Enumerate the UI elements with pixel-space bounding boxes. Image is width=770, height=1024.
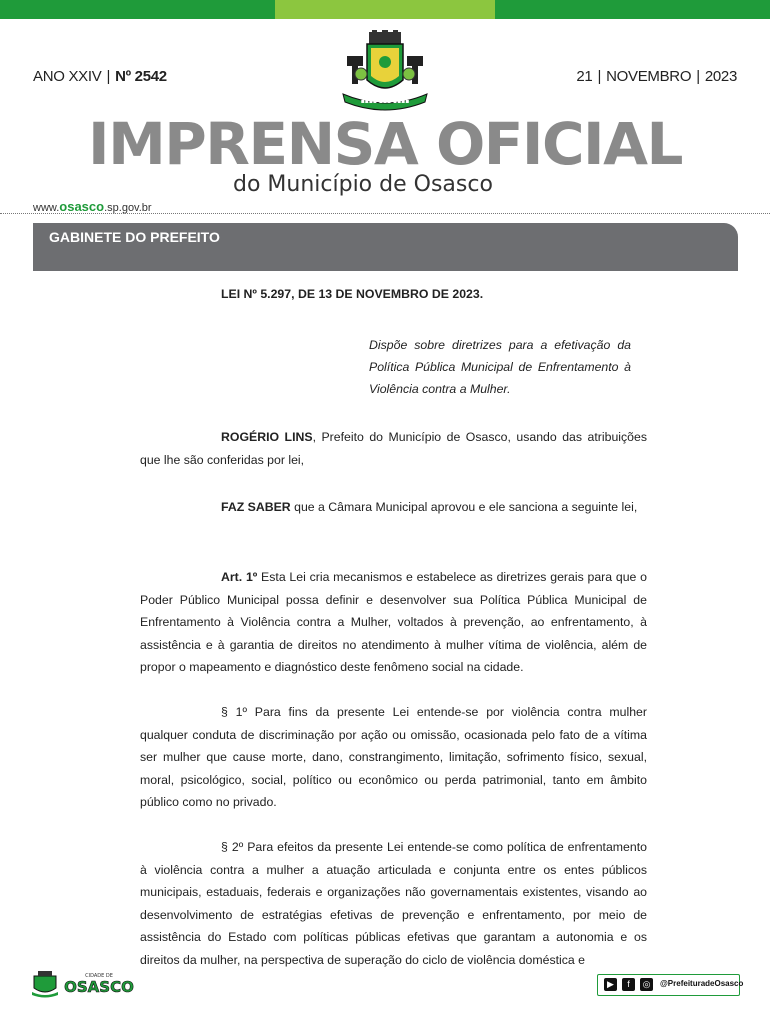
- website-brand: osasco: [59, 199, 105, 214]
- coat-of-arms-icon: [337, 30, 433, 112]
- instagram-icon[interactable]: ◎: [640, 978, 653, 991]
- edition-label: ANO XXIV: [33, 68, 102, 85]
- separator: |: [597, 68, 602, 85]
- edition-number: Nº 2542: [115, 68, 167, 85]
- social-handle[interactable]: @PrefeituradeOsasco: [660, 979, 744, 988]
- separator: |: [106, 68, 111, 85]
- facebook-icon[interactable]: f: [622, 978, 635, 991]
- date-year: 2023: [704, 68, 737, 85]
- article-1: [140, 566, 647, 679]
- website-suffix: .sp.gov.br: [104, 202, 152, 214]
- social-links: [597, 974, 744, 996]
- paragraph-text: § 1º Para fins da presente Lei entende-se por violência contra mulher qualquer conduta de discriminação por ação ou omissão, ocasionada pelo fato de a vítima ser mulher que cause morte, dano, constrangimento, limitação, sofrimento físico, sexual, moral, psicológico, social, político ou econômico ou perda patrimonial, tanto em âmbito público como no privado.: [140, 705, 647, 809]
- website-link[interactable]: [33, 199, 152, 214]
- faz-saber-label: FAZ SABER: [221, 500, 291, 514]
- paragraph-text: Esta Lei cria mecanismos e estabelece as diretrizes gerais para que o Poder Público Municipal possa definir e desenvolver sua Política Pública Municipal de Enfrentamento à Violência contra a Mulher, voltados à prevenção, ao enfrentamento, à assistência e à garantia de direitos no atendimento à mulher vítima de violência, além de propor o mapeamento e diagnóstico deste fenômeno social na cidade.: [140, 570, 647, 674]
- date-day: 21: [576, 68, 593, 85]
- svg-text:▪▪▪▪ ▪▪▪ ▪▪▪▪: ▪▪▪▪ ▪▪▪ ▪▪▪▪: [360, 98, 410, 105]
- article-label: Art. 1º: [221, 570, 258, 584]
- youtube-icon[interactable]: ▶: [604, 978, 617, 991]
- masthead-title: IMPRENSA OFICIAL: [88, 110, 682, 178]
- paragraph-text: , Prefeito do Município de Osasco, usando das atribuições que lhe são conferidas por lei,: [140, 430, 647, 467]
- top-color-bar-accent: [275, 0, 495, 19]
- law-ementa: Dispõe sobre diretrizes para a efetivação da Política Pública Municipal de Enfrentamento à Violência contra a Mulher.: [369, 338, 631, 396]
- paragraph-2: [140, 836, 647, 971]
- dotted-divider: [0, 213, 770, 214]
- paragraph-faz-saber: [140, 496, 647, 519]
- issue-date: [576, 68, 737, 85]
- paragraph-mayor: [140, 426, 647, 471]
- section-label: GABINETE DO PREFEITO: [49, 229, 220, 245]
- masthead-subtitle: do Município de Osasco: [233, 172, 493, 197]
- law-title: LEI Nº 5.297, DE 13 DE NOVEMBRO DE 2023.: [221, 287, 484, 301]
- mayor-name: ROGÉRIO LINS: [221, 430, 313, 444]
- paragraph-1: [140, 701, 647, 814]
- website-prefix: www.: [33, 202, 60, 214]
- edition-info: [33, 68, 167, 85]
- date-month: NOVEMBRO: [606, 68, 692, 85]
- paragraph-text: § 2º Para efeitos da presente Lei entende-se como política de enfrentamento à violência contra a mulher a atuação articulada e conjunta entre os entes públicos municipais, estaduais, federais e organizações não governamentais existentes, visando ao desenvolvimento de estratégias efetivas de prevenção e enfrentamento, por meio de assistência do Estado com políticas públicas efetivas que garantam a autonomia e os direitos da mulher, na perspectiva de superação do ciclo de violência doméstica e: [140, 840, 647, 967]
- section-header: [33, 223, 738, 271]
- osasco-logo: [32, 968, 142, 998]
- masthead: [0, 110, 770, 197]
- separator: |: [696, 68, 700, 85]
- top-color-bar: [0, 0, 770, 19]
- paragraph-text: que a Câmara Municipal aprovou e ele sanciona a seguinte lei,: [290, 500, 638, 514]
- logo-name: OSASCO: [64, 978, 134, 996]
- logo-small-text: CIDADE DE: [85, 973, 113, 979]
